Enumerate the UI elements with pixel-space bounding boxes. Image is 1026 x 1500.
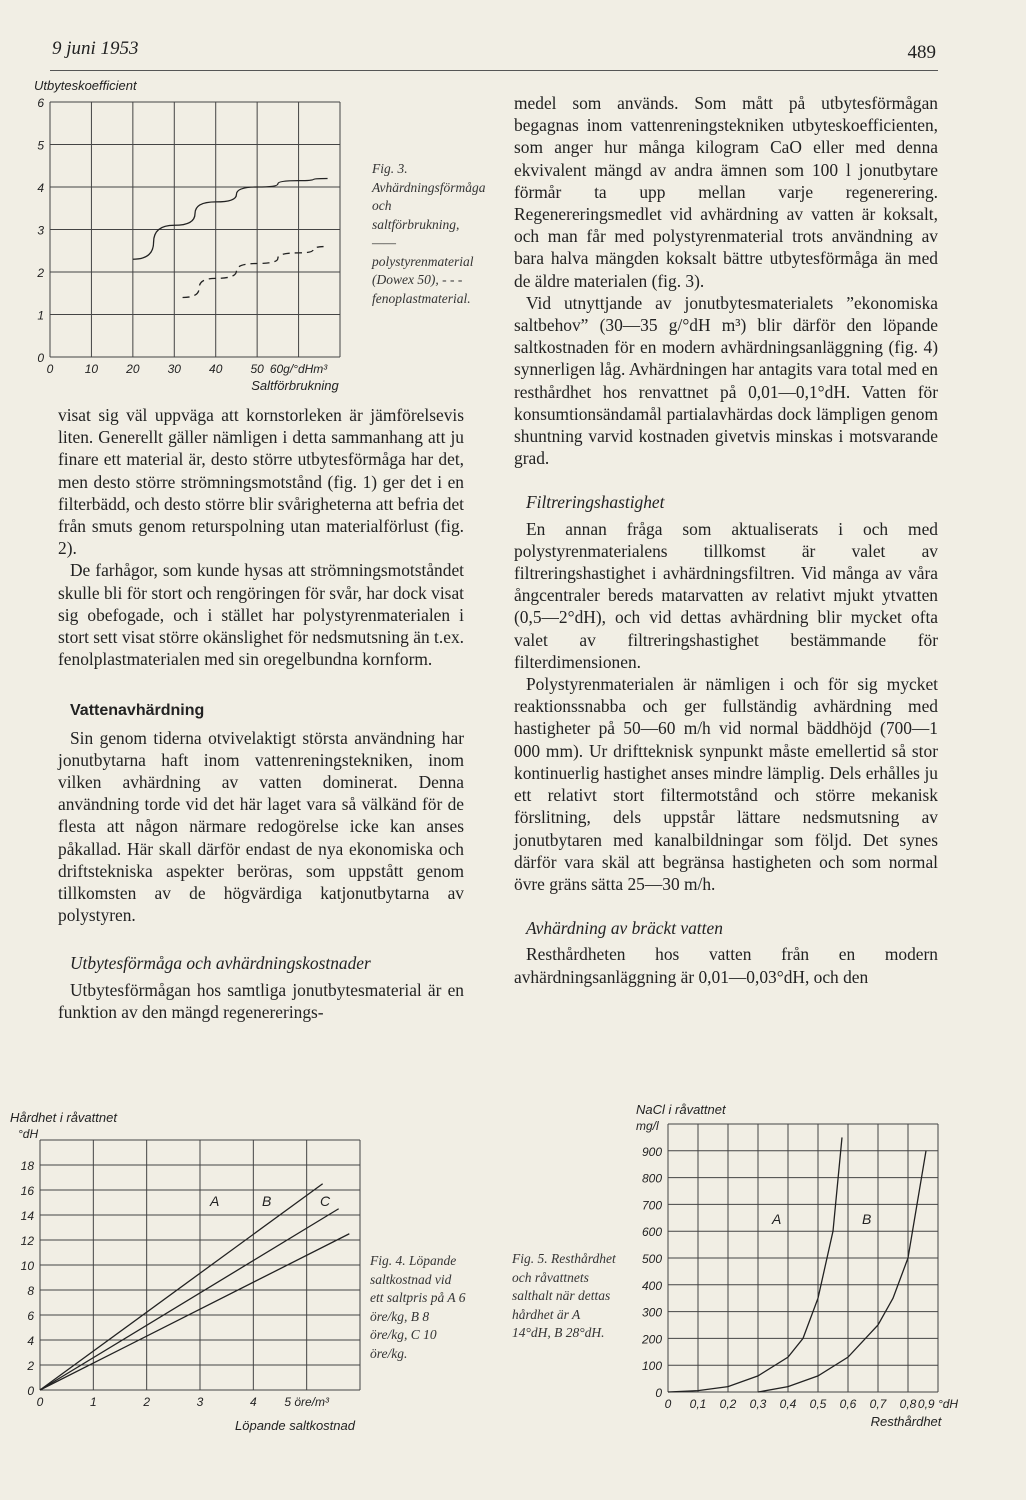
fig5-caption: Fig. 5. Resthårdhet och råvattnets salthalt när dettas hårdhet är A 14°dH, B 28°dH.	[512, 1251, 616, 1340]
x-tick-label: 0,6	[839, 1397, 857, 1411]
x-axis-label: Resthårdhet	[870, 1414, 942, 1429]
y-tick-label: 0	[655, 1386, 662, 1400]
fig5-chart	[616, 1092, 959, 1437]
x-tick-label: 0,8	[899, 1397, 917, 1411]
x-tick-label: 0,9 °dH	[917, 1397, 959, 1411]
right-para-5: Resthårdheten hos vatten från en modern avhärdningsanläggning är 0,01—0,03°dH, och den	[514, 944, 938, 987]
y-tick-label: 700	[641, 1198, 662, 1213]
heading-avhardning-brackt: Avhärdning av bräckt vatten	[526, 918, 723, 939]
x-tick-label: 0,3	[749, 1397, 767, 1411]
y-tick-label: 18	[20, 1159, 34, 1173]
x-tick-label: 3	[196, 1395, 204, 1409]
x-tick-label: 40	[209, 362, 223, 376]
right-para-2: Vid utnyttjande av jonutbytesmaterialets ”ekonomiska saltbehov” (30—35 g/°dH m³) blir därför den löpande saltkostnaden för en modern avhärdningsanläggning (fig. 4) synnerligen låg. Avhärdningen har antagits vara total med en resthårdhet hos renvattnet på 0,01—0,1°dH. Vatten för konsumtionsändamål partialavhärdas dock lämpligen genom shuntning varvid kostnaden givetvis minskas i motsvarande grad.	[514, 292, 938, 469]
y-axis-label: NaCl i råvattnet	[636, 1102, 726, 1117]
x-tick-label: 0,2	[719, 1397, 737, 1411]
fig4-chart	[0, 1100, 380, 1450]
fig4-caption: Fig. 4. Löpande saltkostnad vid ett saltpris på A 6 öre/kg, B 8 öre/kg, C 10 öre/kg.	[370, 1253, 466, 1361]
x-tick-label: 4	[249, 1395, 257, 1409]
y-tick-label: 8	[27, 1284, 34, 1298]
left-para-1: visat sig väl uppväga att kornstorleken är jämförelsevis liten. Generellt gäller nämligen i detta sammanhang att ju finare ett material är, desto större utbytesförmåga har det, men desto större strömningsmotstånd (fig. 1) ger det i en filterbädd, och desto större blir svårigheterna att befria det från smuts genom returspolning utan materialförlust (fig. 2).	[58, 405, 464, 559]
y-tick-label: 4	[37, 181, 44, 195]
y-tick-label: 100	[641, 1359, 662, 1374]
y-tick-label: 2	[27, 1359, 34, 1373]
page-number: 489	[907, 42, 936, 63]
y-tick-label: 0	[37, 351, 44, 365]
heading-utbytesformaga: Utbytesförmåga och avhärdningskostnader	[70, 953, 371, 974]
series-label-b: B	[262, 1193, 272, 1209]
series-line-c	[40, 1234, 349, 1390]
y-tick-label: 4	[27, 1334, 34, 1348]
x-tick-label: 30	[167, 362, 181, 376]
fig3-caption: Fig. 3. Avhärdningsförmåga och saltförbrukning, —— polystyrenmaterial (Dowex 50), - - - fenoplastmaterial.	[372, 161, 486, 306]
left-para-4: Utbytesförmågan hos samtliga jonutbytesmaterial är en funktion av den mängd regenererings-	[58, 979, 464, 1022]
x-tick-label: 0	[46, 362, 54, 376]
y-tick-label: 14	[20, 1209, 34, 1223]
page-date: 9 juni 1953	[52, 38, 139, 59]
y-tick-label: 12	[20, 1234, 34, 1248]
left-para-2: De farhågor, som kunde hysas att strömningsmotståndet skulle bli för stort och rengöringen för svår, har dock visat sig obefogade, och i stället har polystyrenmaterialen i stort sett visat större okänslighet för nedsmutsning än t.ex. fenolplastmaterialen med sin oregelbundna kornform.	[58, 560, 464, 670]
series-line-b	[758, 1151, 926, 1392]
y-tick-label: 800	[641, 1171, 662, 1186]
y-tick-label: 0	[27, 1384, 34, 1398]
y-tick-label: 900	[641, 1144, 662, 1159]
series-label-b: B	[862, 1211, 872, 1227]
y-axis-label: Utbyteskoefficient	[34, 78, 137, 93]
x-tick-label: 0,1	[689, 1397, 707, 1411]
x-tick-label: 0,7	[869, 1397, 887, 1411]
heading-vattenavhardning: Vattenavhärdning	[70, 702, 205, 720]
x-tick-label: 0,5	[809, 1397, 827, 1411]
header-rule	[50, 70, 938, 71]
y-tick-label: 500	[641, 1252, 662, 1266]
series-label-a: A	[210, 1193, 220, 1209]
y-tick-label: 5	[37, 138, 44, 153]
series-line-a	[668, 1137, 842, 1392]
right-column	[514, 92, 938, 988]
right-para-4: Polystyrenmaterialen är nämligen i och för sig mycket reaktionssnabba och ger fullständig avhärdning med hastigheter på 50—60 m/h vid normal bäddhöjd (700—1 000 mm). Ur driftteknisk synpunkt måste emellertid så stor kontinuerlig hastighet anses mindre lämplig. Dels erhålles ju ett relativt stort filtermotstånd och större mekanisk förslitning, dels uppstår lättare nedsmutsning av jonutbytaren med kanalbildningar som följd. Det synes därför vara skäl att begränsa hastigheten och som normal övre gräns sätta 25—30 m/h.	[514, 674, 938, 894]
y-tick-label: 6	[37, 96, 44, 110]
x-tick-label: 50	[250, 362, 264, 376]
heading-filtreringshastighet: Filtreringshastighet	[526, 492, 665, 513]
y-axis-label: Hårdhet i råvattnet	[10, 1110, 117, 1125]
y-tick-label: 10	[20, 1259, 34, 1273]
x-tick-label: 10	[84, 362, 99, 376]
y-tick-label: 2	[37, 266, 44, 280]
y-tick-label: 3	[37, 223, 44, 238]
x-tick-label: 0	[36, 1395, 44, 1409]
right-para-3: En annan fråga som aktualiserats i och med polystyrenmaterialens tillkomst är valet av filtreringshastighet i avhärdningsfiltren. Vid många av våra ångcentraler bereds matarvatten av relativt mjukt ytvatten (0,5—2°dH), och vid dettas avhärdning blir mycket ofta valet av filtreringshastighet bestämmande för filterdimensionen.	[514, 518, 938, 672]
fig3-chart	[20, 74, 380, 404]
x-tick-label: 60g/°dHm³	[269, 362, 328, 376]
x-tick-label: 2	[143, 1395, 151, 1409]
x-axis-label: Saltförbrukning	[251, 378, 339, 393]
x-axis-label: Löpande saltkostnad	[235, 1418, 355, 1433]
y-tick-label: 600	[641, 1225, 662, 1240]
x-tick-label: 0	[664, 1397, 672, 1411]
y-tick-label: 400	[641, 1278, 662, 1293]
right-para-1: medel som används. Som mått på utbytesförmågan begagnas inom vattenreningstekniken utbyteskoefficienten, som anger hur många kilogram CaO eller med denna ekvivalent mängd av andra ämnen som 100 l jonutbytare förmår ta upp mellan varje regenerering. Regenereringsmedlet vid avhärdning av vatten är koksalt, och man får med polystyrenmaterial trots användning av bara halva mängden koksalt bättre utbytesförmåga än med de äldre materialen (fig. 3).	[514, 93, 938, 291]
series-line-b	[40, 1209, 339, 1390]
x-tick-label: 0,4	[779, 1397, 797, 1411]
y-tick-label: 6	[27, 1309, 34, 1323]
series-label-a: A	[772, 1211, 782, 1227]
left-column	[58, 404, 464, 1023]
y-tick-label: 1	[37, 308, 44, 323]
y-tick-label: 200	[641, 1332, 662, 1347]
left-para-3: Sin genom tiderna otvivelaktigt största användning har jonutbytarna haft inom vattenreningstekniken, inom vilken avhärdning av vatten dominerat. Denna användning torde vid det här laget vara så välkänd för de flesta att någon närmare redogörelse icke kan anses påkallad. Här skall därför endast de nya ekonomiska och driftstekniska aspekter beröras, som uppstått genom tillkomsten av de högvärdiga katjonutbytarna av polystyren.	[58, 727, 464, 926]
y-tick-label: 300	[641, 1305, 662, 1320]
x-tick-label: 5 öre/m³	[284, 1395, 330, 1409]
y-tick-label: 16	[20, 1184, 34, 1198]
x-tick-label: 20	[126, 362, 140, 376]
x-tick-label: 1	[89, 1395, 97, 1409]
y-axis-unit: mg/l	[636, 1119, 659, 1133]
series-label-c: C	[320, 1193, 331, 1209]
y-axis-unit: °dH	[18, 1127, 39, 1141]
